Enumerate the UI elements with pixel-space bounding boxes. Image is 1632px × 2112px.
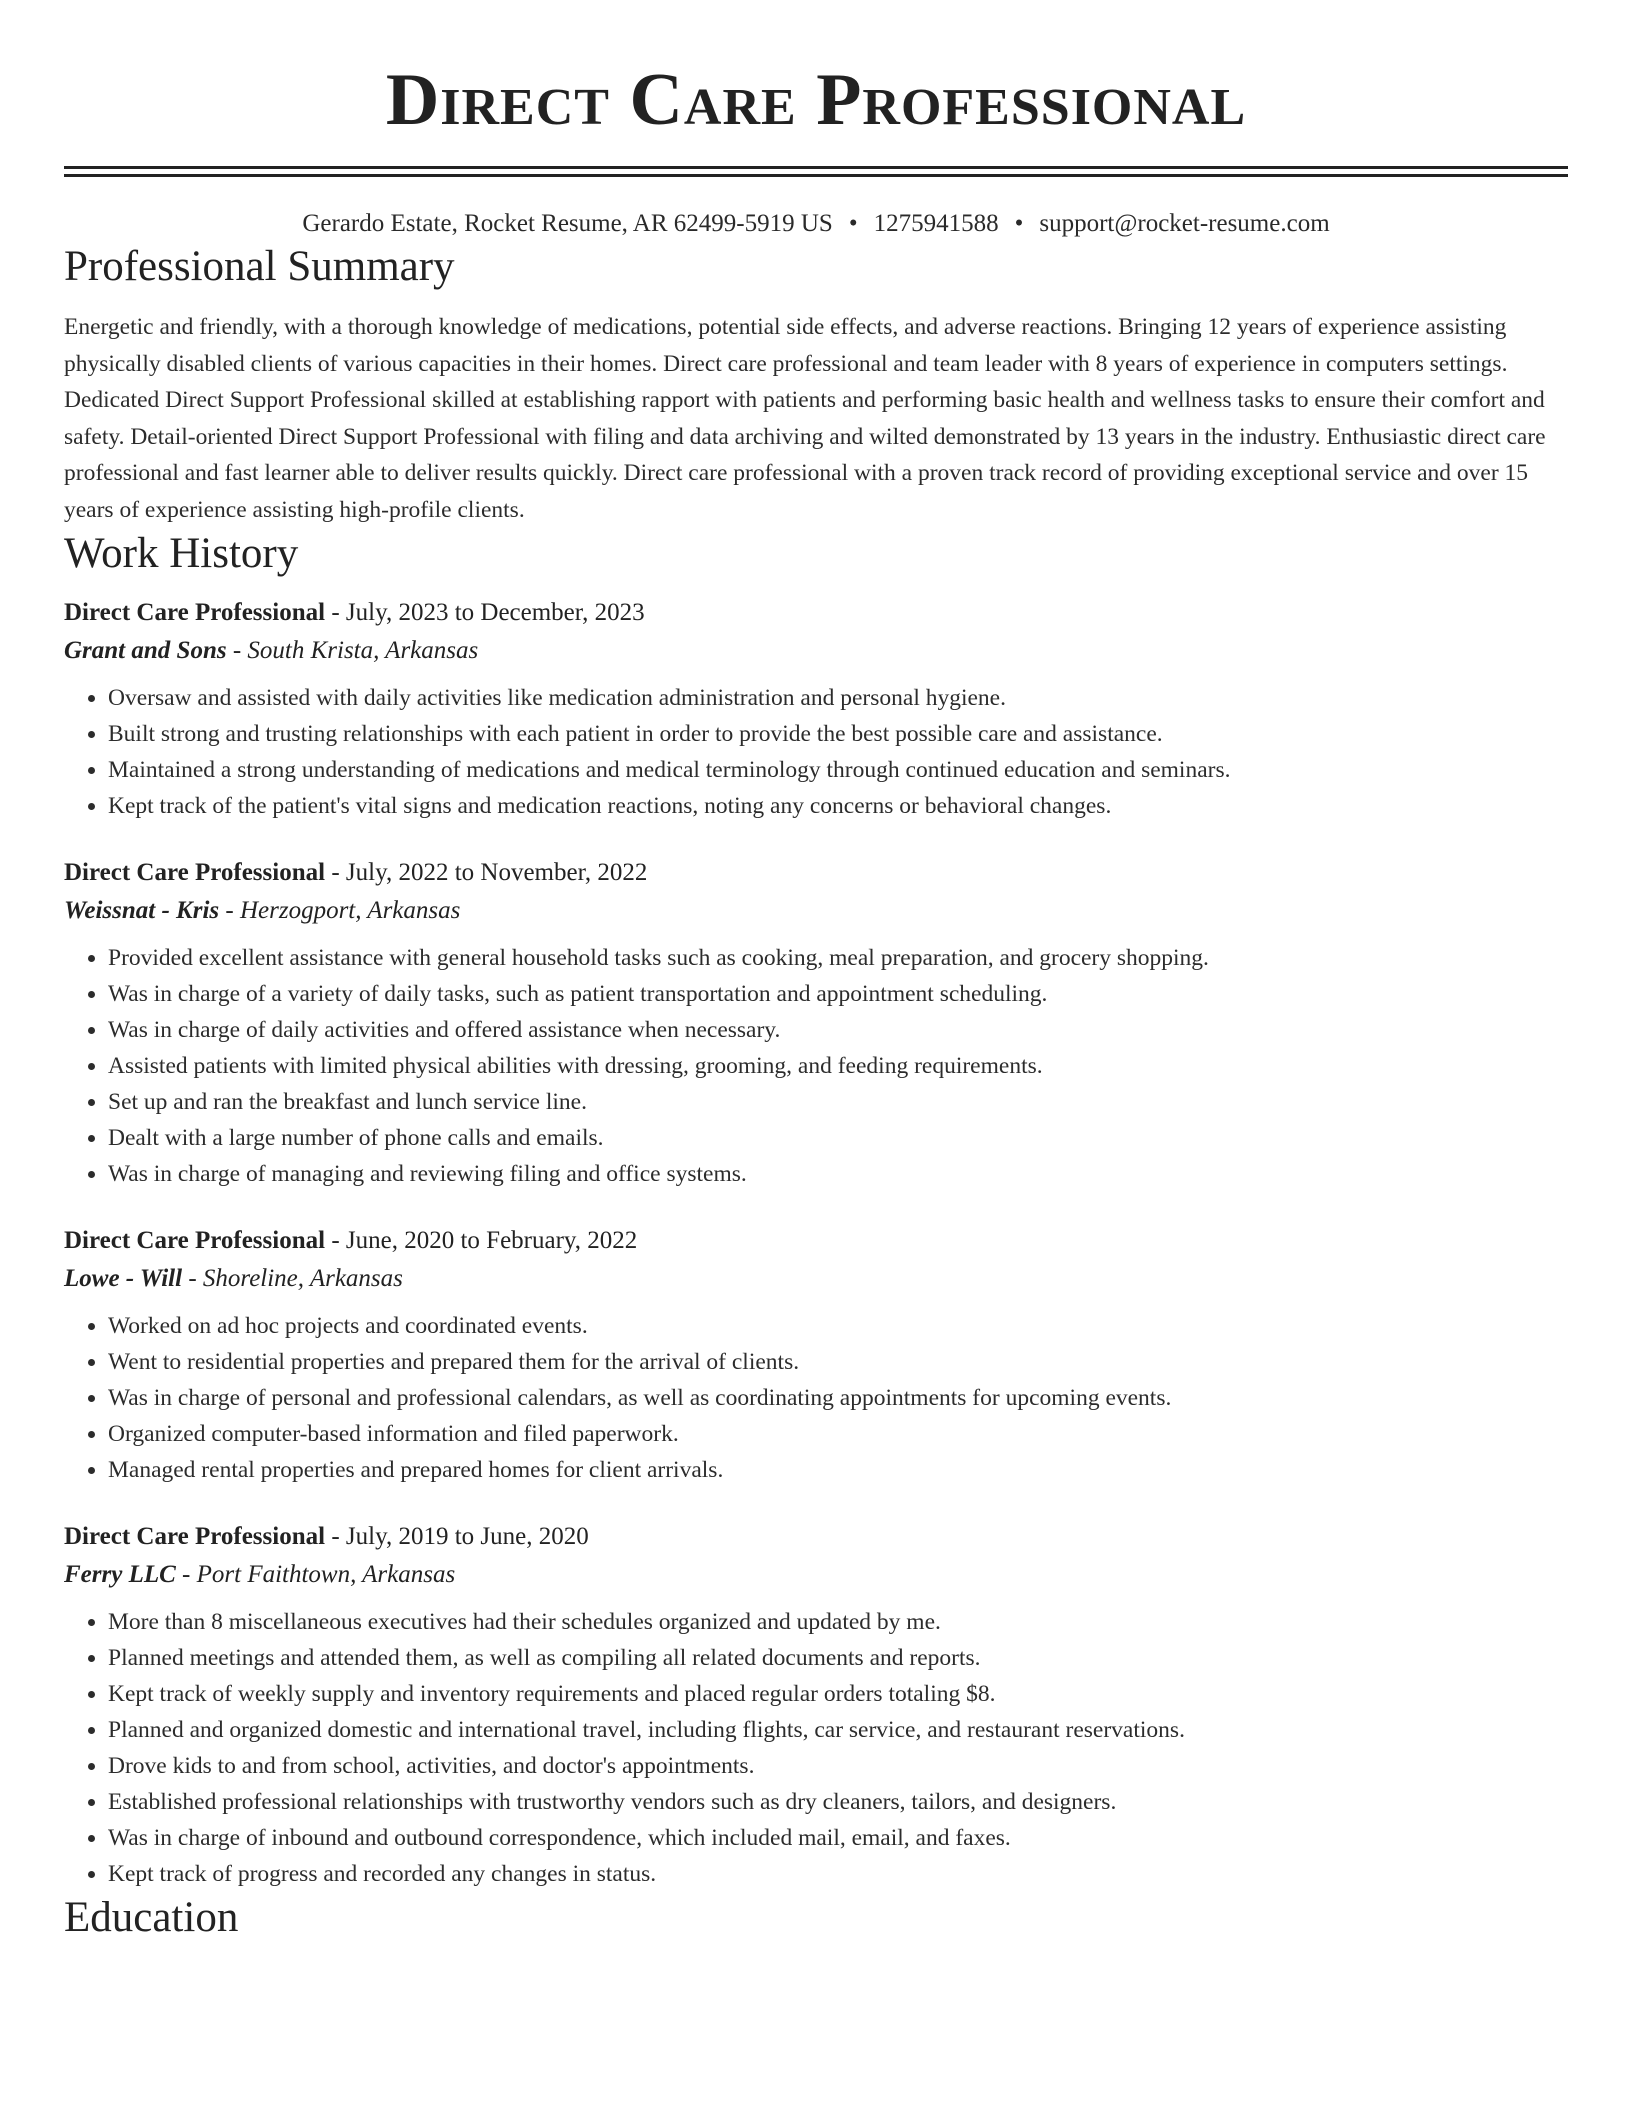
duty-item: • Was in charge of a variety of daily tasks, such as patient transportation and appointment scheduling. (108, 976, 1568, 1012)
duty-item: • Set up and ran the breakfast and lunch service line. (108, 1084, 1568, 1120)
job-dash: - (325, 1227, 346, 1254)
job-duties-list (64, 680, 1568, 824)
duty-item: • Oversaw and assisted with daily activities like medication administration and personal hygiene. (108, 680, 1568, 716)
job-entry (64, 594, 1568, 824)
job-title-line (64, 1222, 1568, 1260)
job-role: Direct Care Professional (64, 1227, 326, 1254)
job-location: Shoreline, Arkansas (202, 1265, 403, 1292)
job-company: Lowe - Will (64, 1265, 183, 1292)
duty-item: • Was in charge of managing and reviewing filing and office systems. (108, 1156, 1568, 1192)
job-dates: July, 2022 to November, 2022 (345, 859, 648, 886)
company-line (64, 1260, 1568, 1298)
duty-item: • Was in charge of inbound and outbound correspondence, which included mail, email, and faxes. (108, 1820, 1568, 1856)
duty-item: • Was in charge of personal and professional calendars, as well as coordinating appointments for upcoming events. (108, 1380, 1568, 1416)
duty-item: • Dealt with a large number of phone calls and emails. (108, 1120, 1568, 1156)
company-line (64, 892, 1568, 930)
duty-item: • Planned meetings and attended them, as well as compiling all related documents and reports. (108, 1640, 1568, 1676)
company-line (64, 1556, 1568, 1594)
contact-address: Gerardo Estate, Rocket Resume, AR 62499-5919 US (302, 210, 833, 237)
job-dash: - (182, 1265, 203, 1292)
resume-title: Direct Care Professional (385, 59, 1247, 141)
duty-item: • Built strong and trusting relationships with each patient in order to provide the best possible care and assistance. (108, 716, 1568, 752)
duty-item: • More than 8 miscellaneous executives had their schedules organized and updated by me. (108, 1604, 1568, 1640)
duty-item: • Established professional relationships with trustworthy vendors such as dry cleaners, tailors, and designers. (108, 1784, 1568, 1820)
duty-item: • Went to residential properties and prepared them for the arrival of clients. (108, 1344, 1568, 1380)
duty-item: • Assisted patients with limited physical abilities with dressing, grooming, and feeding requirements. (108, 1048, 1568, 1084)
duty-item: • Planned and organized domestic and international travel, including flights, car service, and restaurant reservations. (108, 1712, 1568, 1748)
job-duties-list (64, 940, 1568, 1192)
job-dash: - (325, 859, 346, 886)
job-role: Direct Care Professional (64, 599, 326, 626)
job-location: Herzogport, Arkansas (239, 897, 461, 924)
job-dates: June, 2020 to February, 2022 (345, 1227, 638, 1254)
job-company: Weissnat - Kris (64, 897, 220, 924)
job-dash: - (219, 897, 240, 924)
job-title-line (64, 1518, 1568, 1556)
job-dates: July, 2019 to June, 2020 (345, 1523, 589, 1550)
duty-item: • Maintained a strong understanding of medications and medical terminology through continued education and seminars. (108, 752, 1568, 788)
duty-item: • Provided excellent assistance with general household tasks such as cooking, meal preparation, and grocery shopping. (108, 940, 1568, 976)
job-duties-list (64, 1308, 1568, 1488)
job-role: Direct Care Professional (64, 859, 326, 886)
job-dash: - (226, 637, 248, 664)
job-company: Grant and Sons (64, 637, 227, 664)
job-location: South Krista, Arkansas (247, 637, 479, 664)
duty-item: • Worked on ad hoc projects and coordinated events. (108, 1308, 1568, 1344)
summary-heading: Professional Summary (64, 243, 455, 290)
contact-phone: 1275941588 (873, 210, 999, 237)
duty-item: • Organized computer-based information and filed paperwork. (108, 1416, 1568, 1452)
job-duties-list (64, 1604, 1568, 1892)
job-company: Ferry LLC (64, 1561, 176, 1588)
education-heading: Education (64, 1894, 239, 1941)
job-role: Direct Care Professional (64, 1523, 326, 1550)
job-entry (64, 1222, 1568, 1488)
summary-text: Energetic and friendly, with a thorough knowledge of medications, potential side effects, and adverse reactions. Bringing 12 years of experience assisting physically disabled clients of various capacities in their homes. Direct care professional and team leader with 8 years of experience in computers settings. Dedicated Direct Support Professional skilled at establishing rapport with patients and performing basic health and wellness tasks to ensure their comfort and safety. Detail-oriented Direct Support Professional with filing and data archiving and wilted demonstrated by 13 years in the industry. Enthusiastic direct care professional and fast learner able to deliver results quickly. Direct care professional with a proven track record of providing exceptional service and over 15 years of experience assisting high-profile clients. (64, 314, 1546, 523)
job-dash: - (325, 599, 346, 626)
work-history-heading: Work History (64, 530, 299, 577)
title-double-rule (64, 166, 1568, 177)
job-title-line (64, 594, 1568, 632)
duty-item: • Kept track of progress and recorded any changes in status. (108, 1856, 1568, 1892)
duty-item: • Drove kids to and from school, activities, and doctor's appointments. (108, 1748, 1568, 1784)
job-dash: - (175, 1561, 197, 1588)
job-entry (64, 854, 1568, 1192)
job-title-line (64, 854, 1568, 892)
company-line (64, 632, 1568, 670)
job-entry (64, 1518, 1568, 1892)
contact-separator: • (1014, 210, 1024, 237)
duty-item: • Kept track of weekly supply and inventory requirements and placed regular orders totaling $8. (108, 1676, 1568, 1712)
job-location: Port Faithtown, Arkansas (196, 1561, 456, 1588)
job-dash: - (325, 1523, 346, 1550)
contact-separator: • (848, 210, 858, 237)
contact-email: support@rocket-resume.com (1039, 210, 1330, 237)
duty-item: • Kept track of the patient's vital signs and medication reactions, noting any concerns or behavioral changes. (108, 788, 1568, 824)
job-dates: July, 2023 to December, 2023 (345, 599, 645, 626)
contact-line (64, 207, 1568, 241)
duty-item: • Was in charge of daily activities and offered assistance when necessary. (108, 1012, 1568, 1048)
duty-item: • Managed rental properties and prepared homes for client arrivals. (108, 1452, 1568, 1488)
